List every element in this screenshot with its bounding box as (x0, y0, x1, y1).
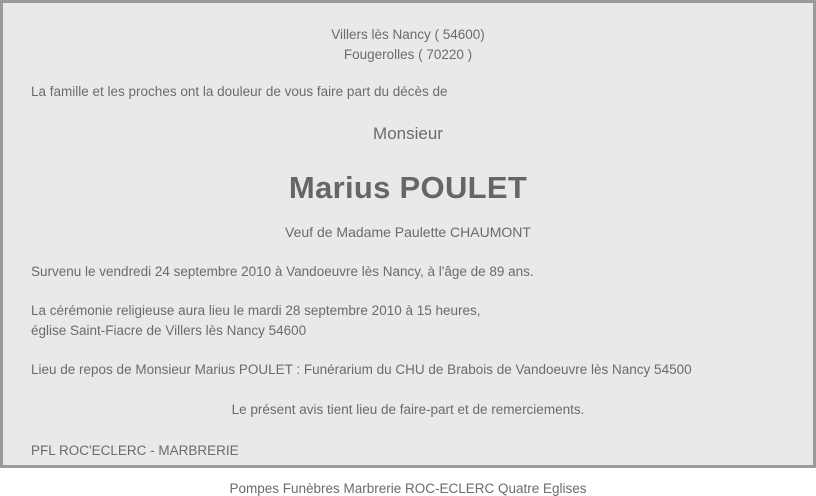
deceased-name: Marius POULET (288, 169, 528, 205)
ceremony-line-2: église Saint-Fiacre de Villers lès Nancy 54600 (31, 322, 307, 338)
honorific-title: Monsieur (373, 123, 443, 143)
footer-company: Pompes Funèbres Marbrerie ROC-ECLERC Quatre Eglises (229, 480, 587, 496)
death-details: Survenu le vendredi 24 septembre 2010 à Vandoeuvre lès Nancy, à l'âge de 89 ans. (31, 263, 534, 279)
ceremony-line-1: La cérémonie religieuse aura lieu le mardi 28 septembre 2010 à 15 heures, (31, 303, 481, 319)
thanks-note: Le présent avis tient lieu de faire-part et de remerciements. (231, 401, 585, 417)
location-line-1: Villers lès Nancy ( 54600) (331, 27, 485, 42)
location-line-2: Fougerolles ( 70220 ) (343, 46, 473, 62)
funeral-home-name: PFL ROC'ECLERC - MARBRERIE (31, 442, 239, 458)
announcement-intro: La famille et les proches ont la douleur de vous faire part du décès de (31, 84, 448, 100)
resting-place: Lieu de repos de Monsieur Marius POULET : Funérarium du CHU de Brabois de Vandoeuvre lès Nancy 54500 (31, 362, 692, 378)
locations-block (31, 25, 785, 64)
ceremony-details (31, 301, 785, 340)
spouse-line: Veuf de Madame Paulette CHAUMONT (285, 223, 531, 240)
